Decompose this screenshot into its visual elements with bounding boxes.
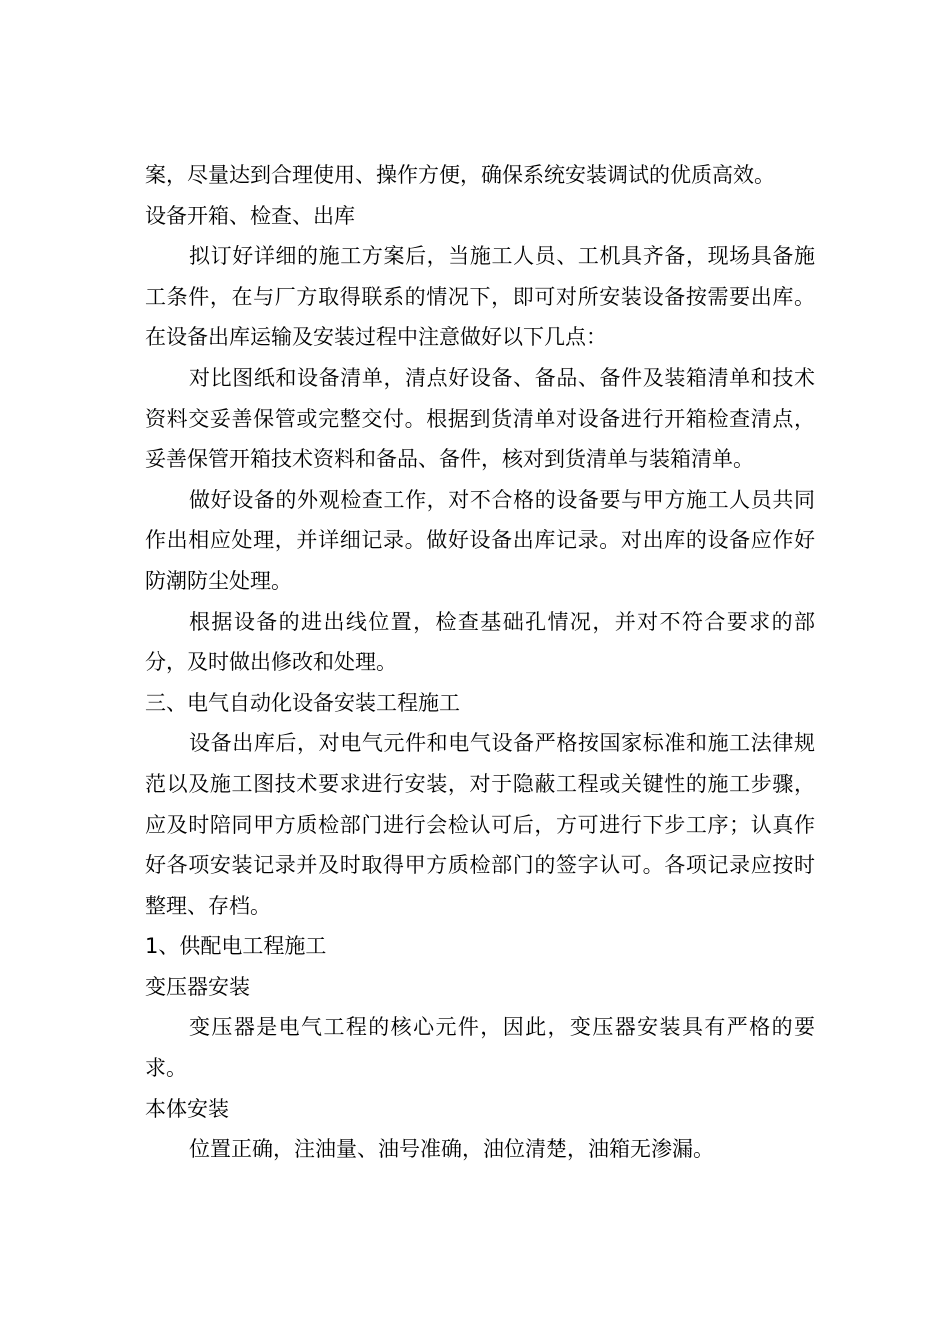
paragraph-plan: 拟订好详细的施工方案后，当施工人员、工机具齐备，现场具备施工条件，在与厂方取得联系的情况下，即可对所安装设备按需要出库。在设备出库运输及安装过程中注意做好以下几点： [145,244,815,350]
paragraph-installation: 设备出库后，对电气元件和电气设备严格按国家标准和施工法律规范以及施工图技术要求进行安装，对于隐蔽工程或关键性的施工步骤，应及时陪同甲方质检部门进行会检认可后，方可进行下步工序；认真作好各项安装记录并及时取得甲方质检部门的签字认可。各项记录应按时整理、存档。 [145,731,815,918]
paragraph-inspection: 做好设备的外观检查工作，对不合格的设备要与甲方施工人员共同作出相应处理，并详细记录。做好设备出库记录。对出库的设备应作好防潮防尘处理。 [145,487,815,593]
section-heading-installation: 三、电气自动化设备安装工程施工 [145,690,460,715]
paragraph-continuation: 案，尽量达到合理使用、操作方便，确保系统安装调试的优质高效。 [145,163,775,187]
paragraph-checklist: 对比图纸和设备清单，清点好设备、备品、备件及装箱清单和技术资料交妥善保管或完整交付。根据到货清单对设备进行开箱检查清点，妥善保管开箱技术资料和备品、备件，核对到货清单与装箱清单。 [145,365,815,472]
subsection-heading-transformer: 变压器安装 [145,974,250,999]
subsection-heading-body: 本体安装 [145,1096,229,1121]
paragraph-foundation: 根据设备的进出线位置，检查基础孔情况，并对不符合要求的部分，及时做出修改和处理。 [145,609,815,675]
subsection-heading-power: 1、供配电工程施工 [145,934,327,959]
paragraph-body: 位置正确，注油量、油号准确，油位清楚，油箱无渗漏。 [189,1137,714,1162]
paragraph-transformer: 变压器是电气工程的核心元件，因此，变压器安装具有严格的要求。 [145,1015,815,1081]
section-heading-unpacking: 设备开箱、检查、出库 [145,203,355,228]
document-body [145,155,815,1170]
